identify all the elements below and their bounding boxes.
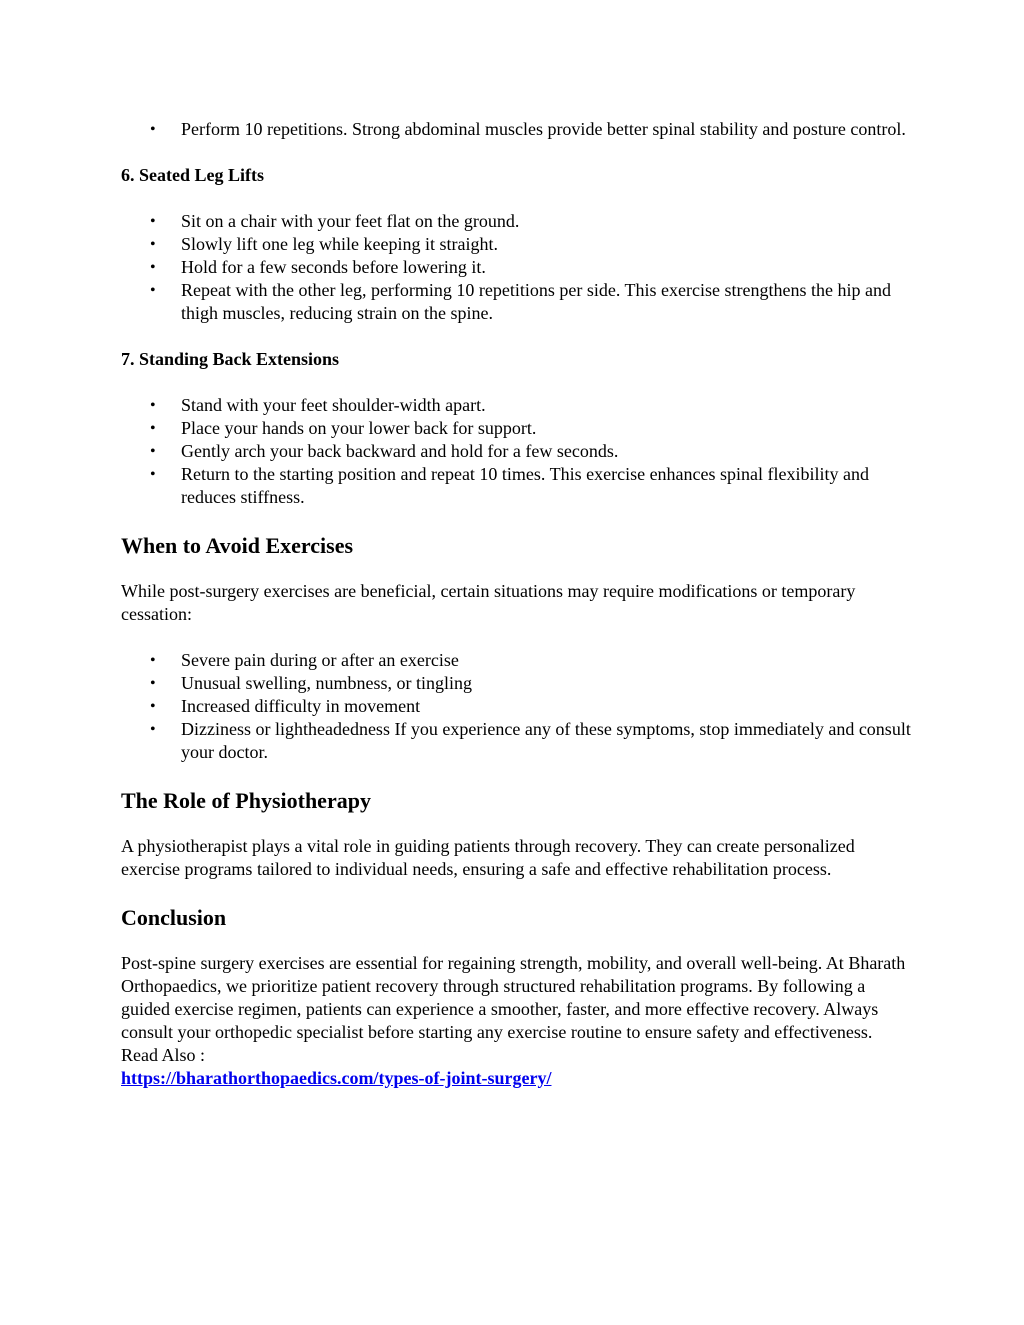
list-item: • Place your hands on your lower back for support.	[121, 417, 911, 440]
section-heading-standing-back-extensions: 7. Standing Back Extensions	[121, 349, 340, 369]
when-to-avoid-paragraph: While post-surgery exercises are beneficial, certain situations may require modifications or temporary cessation:	[121, 581, 856, 624]
section-heading-seated-leg-lifts: 6. Seated Leg Lifts	[121, 165, 264, 185]
list-item: • Gently arch your back backward and hold for a few seconds.	[121, 440, 911, 463]
section-heading-physiotherapy: The Role of Physiotherapy	[121, 788, 371, 813]
section-heading-when-to-avoid: When to Avoid Exercises	[121, 533, 354, 558]
list-item: • Stand with your feet shoulder-width apart.	[121, 394, 911, 417]
physiotherapy-paragraph: A physiotherapist plays a vital role in guiding patients through recovery. They can create personalized exercise programs tailored to individual needs, ensuring a safe and effective rehabilitation process.	[121, 836, 855, 879]
when-to-avoid-list	[121, 649, 911, 764]
list-item: • Hold for a few seconds before lowering it.	[121, 256, 911, 279]
list-item: • Slowly lift one leg while keeping it straight.	[121, 233, 911, 256]
list-item: • Unusual swelling, numbness, or tingling	[121, 672, 911, 695]
list-item: • Sit on a chair with your feet flat on the ground.	[121, 210, 911, 233]
section-heading-conclusion: Conclusion	[121, 905, 227, 930]
list-item: • Severe pain during or after an exercise	[121, 649, 911, 672]
standing-back-extensions-list	[121, 394, 911, 509]
list-item: • Increased difficulty in movement	[121, 695, 911, 718]
document-page	[121, 118, 911, 1090]
list-item: • Dizziness or lightheadedness If you experience any of these symptoms, stop immediately and consult your doctor.	[121, 718, 911, 764]
seated-leg-lifts-list	[121, 210, 911, 325]
list-item: • Perform 10 repetitions. Strong abdominal muscles provide better spinal stability and posture control.	[121, 118, 911, 141]
list-item: • Return to the starting position and repeat 10 times. This exercise enhances spinal flexibility and reduces stiffness.	[121, 463, 911, 509]
conclusion-paragraph	[121, 952, 911, 1090]
read-also-link[interactable]: https://bharathorthopaedics.com/types-of-joint-surgery/	[121, 1068, 552, 1088]
list-item: • Repeat with the other leg, performing 10 repetitions per side. This exercise strengthens the hip and thigh muscles, reducing strain on the spine.	[121, 279, 911, 325]
conclusion-text: Post-spine surgery exercises are essential for regaining strength, mobility, and overall well-being. At Bharath Orthopaedics, we prioritize patient recovery through structured rehabilitation programs. By following a guided exercise regimen, patients can experience a smoother, faster, and more effective recovery. Always consult your orthopedic specialist before starting any exercise routine to ensure safety and effectiveness. Read Also :	[121, 953, 906, 1065]
intro-bullet-list	[121, 118, 911, 141]
